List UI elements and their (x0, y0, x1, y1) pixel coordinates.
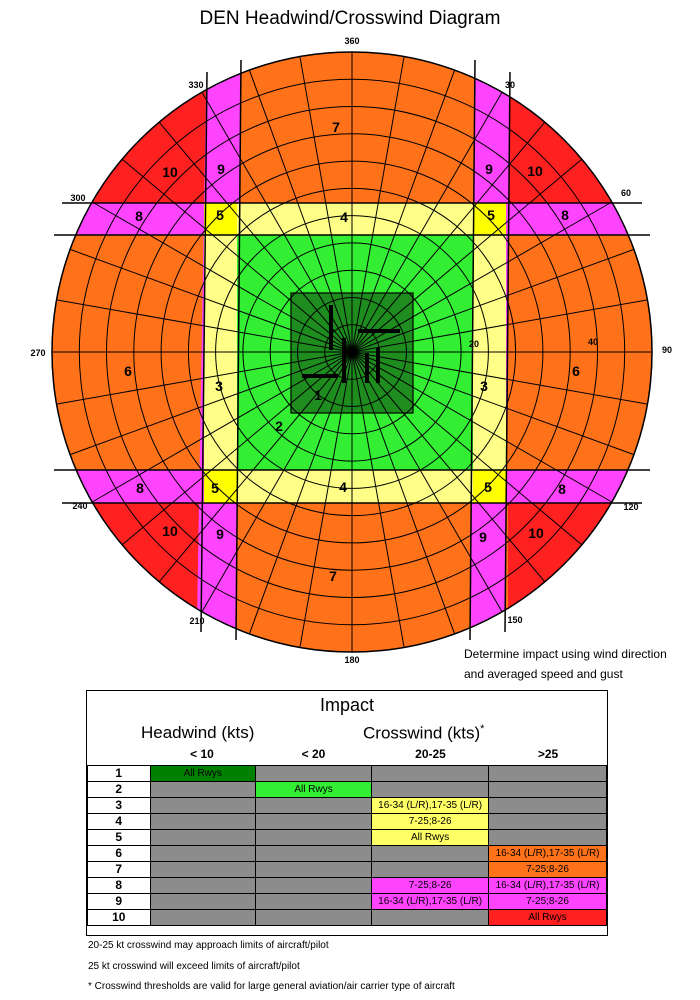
impact-cell (489, 798, 607, 814)
impact-cell (150, 878, 255, 894)
impact-cell: All Rwys (489, 910, 607, 926)
impact-cell (489, 766, 607, 782)
ring-label-20: 20 (468, 339, 480, 349)
impact-level: 7 (88, 862, 151, 878)
compass-label-240: 240 (72, 501, 88, 511)
table-row (88, 910, 607, 926)
zone-number-10: 10 (528, 525, 544, 541)
note-line: Determine impact using wind direction (464, 647, 667, 661)
impact-level: 8 (88, 878, 151, 894)
impact-level: 10 (88, 910, 151, 926)
impact-table-panel (86, 690, 608, 936)
footnote: 20-25 kt crosswind may approach limits of aircraft/pilot (88, 940, 329, 951)
impact-cell (150, 782, 255, 798)
footnote: * Crosswind thresholds are valid for large general aviation/air carrier type of aircraft (88, 981, 455, 992)
zone-number-7: 7 (332, 119, 340, 135)
zone-number-8: 8 (136, 480, 144, 496)
zone-number-5: 5 (216, 207, 224, 223)
impact-cell: 16-34 (L/R),17-35 (L/R) (372, 894, 489, 910)
impact-cell: All Rwys (255, 782, 371, 798)
impact-cell: 7-25;8-26 (372, 878, 489, 894)
impact-level: 3 (88, 798, 151, 814)
table-row (88, 782, 607, 798)
zone-number-9: 9 (479, 529, 487, 545)
zone-10-nw (40, 40, 206, 203)
impact-cell (150, 894, 255, 910)
zone-number-10: 10 (527, 163, 543, 179)
table-row (88, 862, 607, 878)
compass-label-90: 90 (661, 345, 673, 355)
table-row (88, 814, 607, 830)
impact-cell: 7-25;8-26 (372, 814, 489, 830)
zone-number-8: 8 (558, 481, 566, 497)
zone-number-10: 10 (162, 164, 178, 180)
zone-number-1: 1 (314, 387, 322, 403)
headwind-title: Headwind (kts) (141, 723, 255, 742)
zone-number-8: 8 (135, 208, 143, 224)
diagram-title: DEN Headwind/Crosswind Diagram (199, 8, 501, 29)
column-header: >25 (537, 747, 559, 761)
column-header: < 10 (190, 747, 214, 761)
impact-cell (489, 782, 607, 798)
impact-cell (150, 830, 255, 846)
column-header: 20-25 (415, 747, 446, 761)
footnote: 25 kt crosswind will exceed limits of aircraft/pilot (88, 961, 300, 972)
zone-number-8: 8 (561, 207, 569, 223)
compass-label-330: 330 (188, 80, 204, 90)
impact-cell (255, 846, 371, 862)
impact-cell: 7-25;8-26 (489, 862, 607, 878)
impact-level: 6 (88, 846, 151, 862)
zone-number-7: 7 (329, 568, 337, 584)
zone-number-4: 4 (339, 479, 347, 495)
zone-number-5: 5 (211, 480, 219, 496)
impact-cell (489, 830, 607, 846)
impact-level: 9 (88, 894, 151, 910)
table-row (88, 894, 607, 910)
impact-cell (255, 766, 371, 782)
compass-label-270: 270 (30, 348, 46, 358)
impact-cell (255, 862, 371, 878)
impact-cell (372, 862, 489, 878)
impact-level: 1 (88, 766, 151, 782)
impact-title: Impact (319, 695, 375, 715)
impact-cell (150, 814, 255, 830)
impact-cell: 16-34 (L/R),17-35 (L/R) (489, 846, 607, 862)
zone-5-sw (204, 470, 237, 503)
zone-number-4: 4 (340, 209, 348, 225)
table-row (88, 830, 607, 846)
compass-label-30: 30 (504, 80, 516, 90)
impact-cell (255, 830, 371, 846)
impact-cell (372, 782, 489, 798)
impact-table (87, 765, 607, 926)
zone-number-9: 9 (485, 161, 493, 177)
impact-cell (255, 814, 371, 830)
impact-cell: 7-25;8-26 (489, 894, 607, 910)
table-row (88, 766, 607, 782)
zone-number-9: 9 (217, 161, 225, 177)
note-line: and averaged speed and gust (464, 667, 623, 681)
impact-cell: 16-34 (L/R),17-35 (L/R) (372, 798, 489, 814)
zone-number-6: 6 (124, 363, 132, 379)
zone-number-2: 2 (275, 418, 283, 434)
zone-number-3: 3 (480, 378, 488, 394)
zone-number-10: 10 (162, 523, 178, 539)
compass-label-360: 360 (344, 36, 360, 46)
zone-number-3: 3 (215, 378, 223, 394)
compass-label-150: 150 (507, 615, 523, 625)
zone-number-5: 5 (487, 207, 495, 223)
column-header: < 20 (301, 747, 326, 761)
impact-cell: All Rwys (372, 830, 489, 846)
impact-cell (150, 862, 255, 878)
impact-level: 5 (88, 830, 151, 846)
impact-cell (372, 910, 489, 926)
compass-label-300: 300 (70, 193, 86, 203)
impact-cell (150, 846, 255, 862)
table-row (88, 878, 607, 894)
zone-number-5: 5 (484, 479, 492, 495)
crosswind-title (363, 723, 484, 744)
impact-cell (255, 910, 371, 926)
compass-label-60: 60 (620, 188, 632, 198)
impact-cell (372, 846, 489, 862)
table-row (88, 846, 607, 862)
impact-level: 4 (88, 814, 151, 830)
impact-cell: 16-34 (L/R),17-35 (L/R) (489, 878, 607, 894)
impact-cell (372, 766, 489, 782)
impact-level: 2 (88, 782, 151, 798)
impact-cell (150, 798, 255, 814)
impact-cell: All Rwys (150, 766, 255, 782)
zone-10-sw (40, 502, 206, 672)
zone-number-9: 9 (216, 526, 224, 542)
ring-label-40: 40 (587, 337, 599, 347)
compass-label-120: 120 (623, 502, 639, 512)
zone-number-6: 6 (572, 363, 580, 379)
impact-cell (150, 910, 255, 926)
instruction-note (464, 644, 667, 684)
impact-cell (255, 878, 371, 894)
impact-cell (255, 894, 371, 910)
crosswind-title-text: Crosswind (kts) (363, 723, 481, 743)
table-row (88, 798, 607, 814)
compass-label-210: 210 (189, 616, 205, 626)
crosswind-asterisk: * (480, 723, 485, 735)
compass-label-180: 180 (344, 655, 360, 665)
impact-cell (255, 798, 371, 814)
impact-cell (489, 814, 607, 830)
